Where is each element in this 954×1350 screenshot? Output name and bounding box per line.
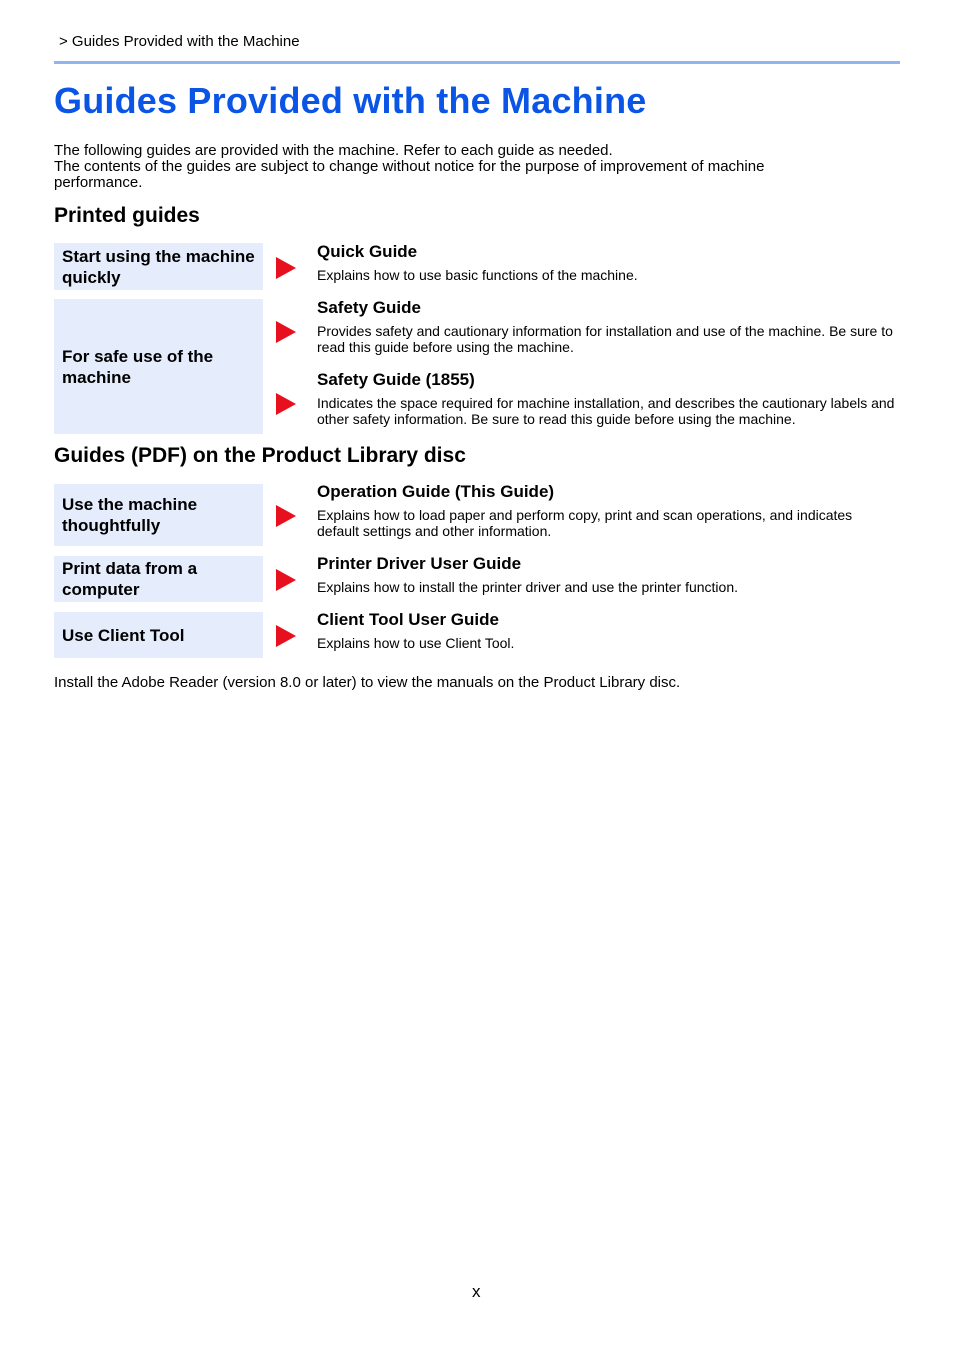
guide-description: Provides safety and cautionary information for installation and use of the machine. Be sure to read this guide before using the machine.: [317, 323, 893, 355]
arrow-right-icon: [276, 625, 296, 647]
pdf-guides-heading: Guides (PDF) on the Product Library disc: [54, 444, 466, 467]
intro-paragraph: [54, 143, 844, 191]
guide-printer-driver: [317, 554, 897, 595]
adobe-reader-note: Install the Adobe Reader (version 8.0 or later) to view the manuals on the Product Library disc.: [54, 674, 681, 691]
printed-guides-heading: Printed guides: [54, 204, 200, 227]
arrow-right-icon: [276, 505, 296, 527]
guide-quick-guide: [317, 242, 897, 283]
guide-safety-guide: [317, 298, 897, 355]
guide-name: Client Tool User Guide: [317, 610, 499, 629]
guide-name: Quick Guide: [317, 242, 418, 261]
category-client-tool: [54, 612, 263, 658]
category-print-data: [54, 556, 263, 602]
guide-description: Explains how to use Client Tool.: [317, 635, 515, 651]
category-use-thoughtfully: [54, 484, 263, 546]
category-label: Use the machine thoughtfully: [62, 495, 198, 535]
category-label: Start using the machine quickly: [62, 246, 255, 287]
guide-description: Explains how to install the printer driver and use the printer function.: [317, 579, 739, 595]
breadcrumb: > Guides Provided with the Machine: [59, 33, 300, 50]
category-label: Print data from a computer: [62, 559, 198, 599]
category-label: For safe use of the machine: [62, 346, 214, 387]
guide-name: Safety Guide (1855): [317, 370, 475, 389]
guide-client-tool: [317, 610, 897, 651]
guide-name: Printer Driver User Guide: [317, 554, 522, 573]
page-title: Guides Provided with the Machine: [54, 80, 647, 121]
page-number: x: [472, 1282, 481, 1301]
arrow-right-icon: [276, 569, 296, 591]
guide-description: Explains how to use basic functions of the machine.: [317, 267, 638, 283]
arrow-right-icon: [276, 257, 296, 279]
intro-line-1: The following guides are provided with the machine. Refer to each guide as needed.: [54, 142, 613, 159]
arrow-right-icon: [276, 321, 296, 343]
guide-name: Operation Guide (This Guide): [317, 482, 555, 501]
guide-name: Safety Guide: [317, 298, 421, 317]
guide-operation-guide: [317, 482, 897, 539]
category-start-using: [54, 243, 263, 290]
guide-description: Indicates the space required for machine installation, and describes the cautionary labels and other safety information. Be sure to read this guide before using the machine.: [317, 395, 895, 427]
header-divider: [54, 61, 900, 64]
guide-description: Explains how to load paper and perform copy, print and scan operations, and indicates default settings and other information.: [317, 507, 853, 539]
arrow-right-icon: [276, 393, 296, 415]
category-label: Use Client Tool: [62, 625, 185, 645]
category-safe-use: [54, 299, 263, 434]
intro-line-2: The contents of the guides are subject to change without notice for the purpose of improvement of machine performance.: [54, 158, 765, 191]
guide-safety-guide-1855: [317, 370, 897, 427]
